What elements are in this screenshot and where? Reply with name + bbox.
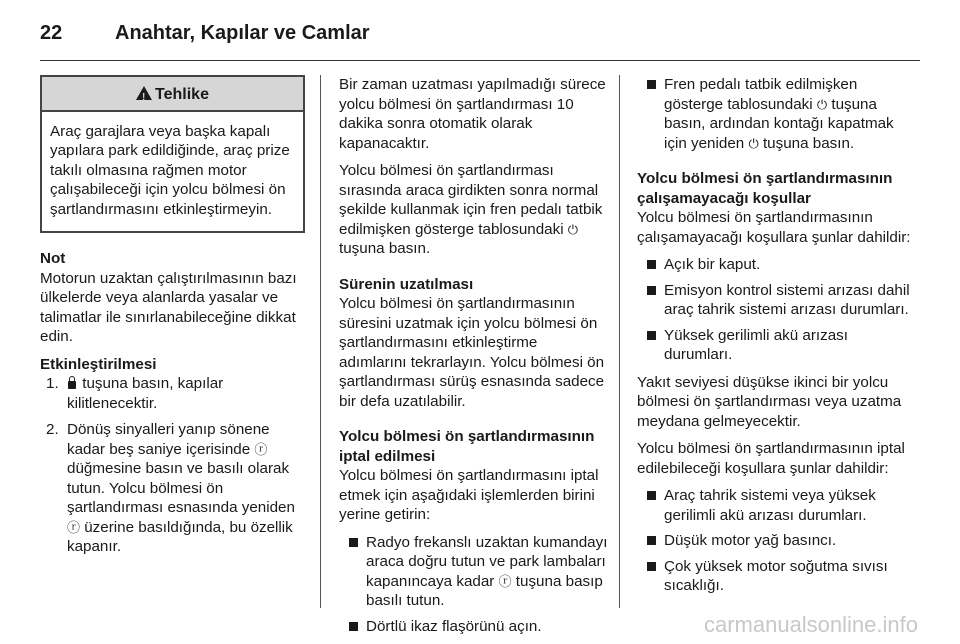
danger-title: Tehlike <box>155 86 209 103</box>
list-item: Araç tahrik sistemi veya yüksek gerilimli akü arızası durumları. <box>637 486 912 525</box>
note-heading: Not <box>40 250 66 267</box>
header-rule <box>40 60 920 61</box>
column-1 <box>40 75 305 564</box>
column-divider <box>320 75 321 608</box>
cancel-list-continued <box>637 75 912 153</box>
page-header <box>40 22 370 45</box>
list-item: Dörtlü ikaz flaşörünü açın. <box>339 617 609 637</box>
column-3 <box>637 75 912 604</box>
list-item: Düşük motor yağ basıncı. <box>637 531 912 551</box>
remote-start-icon: ⓡ <box>67 519 81 535</box>
column-2 <box>339 75 609 644</box>
paragraph: Yolcu bölmesi ön şartlandırmasını iptal etmek için aşağıdaki işlemlerden birini yerine getirin: <box>339 467 599 523</box>
column-divider <box>619 75 620 608</box>
remote-start-icon: ⓡ <box>498 573 512 589</box>
warning-triangle-icon <box>136 86 152 100</box>
paragraph: Bir zaman uzatması yapılmadığı sürece yolcu bölmesi ön şartlandırması 10 dakika sonra otomatik olarak kapanacaktır. <box>339 76 606 152</box>
page-number: 22 <box>40 22 63 44</box>
activation-heading: Etkinleştirilmesi <box>40 355 157 373</box>
lock-icon <box>68 381 76 389</box>
conditions-list <box>637 255 912 365</box>
power-icon: ⏻ <box>748 135 759 151</box>
power-icon: ⏻ <box>816 96 828 112</box>
danger-body <box>42 112 303 232</box>
danger-header <box>42 77 303 112</box>
note-text: Motorun uzaktan çalıştırılmasının bazı ülkelerde veya alanlarda yasalar ve talimatlar ile sınırlanabileceğine dikkat edin. <box>40 269 297 345</box>
page-title: Anahtar, Kapılar ve Camlar <box>115 22 370 44</box>
remote-start-icon: ⓡ <box>254 441 268 457</box>
list-item: Açık bir kaput. <box>637 255 912 275</box>
cancel-conditions-list <box>637 486 912 596</box>
activation-steps <box>40 374 305 557</box>
list-item: Yüksek gerilimli akü arızası durumları. <box>637 326 912 365</box>
danger-box <box>40 75 305 233</box>
step-item: 1. tuşuna basın, kapılar kilitlenecektir. <box>46 375 224 412</box>
cancel-list <box>339 533 609 637</box>
extension-heading: Sürenin uzatılması <box>339 275 474 293</box>
paragraph: Yolcu bölmesi ön şartlandırmasının süresini uzatmak için yolcu bölmesi ön şartlandırmasını etkinleştirme adımlarını tekrarlayın. Yolcu bölmesi ön şartlandırması sürüş esnasında sadece bir defa uzatılabilir. <box>339 295 605 410</box>
watermark: carmanualsonline.info <box>703 612 918 637</box>
step-item: 2. Dönüş sinyalleri yanıp sönene kadar beş saniye içerisinde ⓡ düğmesine basın ve basılı olarak tutun. Yolcu bölmesi ön şartlandırması esnasında yeniden ⓡ üzerine basıldığında, bu özellik kapanır. <box>46 421 295 555</box>
paragraph: Yolcu bölmesi ön şartlandırmasının çalışamayacağı koşullara şunlar dahildir: <box>637 209 911 246</box>
paragraph: Yolcu bölmesi ön şartlandırmasının iptal edilebileceği koşullara şunlar dahildir: <box>637 440 905 477</box>
list-item: Çok yüksek motor soğutma sıvısı sıcaklığı. <box>637 557 912 596</box>
list-item: Fren pedalı tatbik edilmişken gösterge tablosundaki ⏻ tuşuna basın, ardından kontağı kapatmak için yeniden ⏻ tuşuna basın. <box>637 75 912 153</box>
cancel-heading: Yolcu bölmesi ön şartlandırmasının iptal edilmesi <box>339 428 595 465</box>
conditions-heading: Yolcu bölmesi ön şartlandırmasının çalışamayacağı koşullar <box>637 170 893 207</box>
list-item: Radyo frekanslı uzaktan kumandayı araca doğru tutun ve park lambaları kapanıncaya kadar ⓡ tuşuna basıp basılı tutun. <box>339 533 609 611</box>
paragraph: Yakıt seviyesi düşükse ikinci bir yolcu bölmesi ön şartlandırması veya uzatma meydana gelmeyecektir. <box>637 373 902 430</box>
danger-text: Araç garajlara veya başka kapalı yapılara park edildiğinde, araç prize takılı olmasına rağmen motor çalışabileceği için yolcu bölmesi ön şartlandırmasını etkinleştirmeyin. <box>50 122 290 218</box>
paragraph: Yolcu bölmesi ön şartlandırması sırasında araca girdikten sonra normal şekilde kullanmak için fren pedalı tatbik edilmişken gösterge tablosundaki ⏻ tuşuna basın. <box>339 162 603 257</box>
list-item: Emisyon kontrol sistemi arızası dahil araç tahrik sistemi arızası durumları. <box>637 281 912 320</box>
power-icon: ⏻ <box>567 221 579 237</box>
